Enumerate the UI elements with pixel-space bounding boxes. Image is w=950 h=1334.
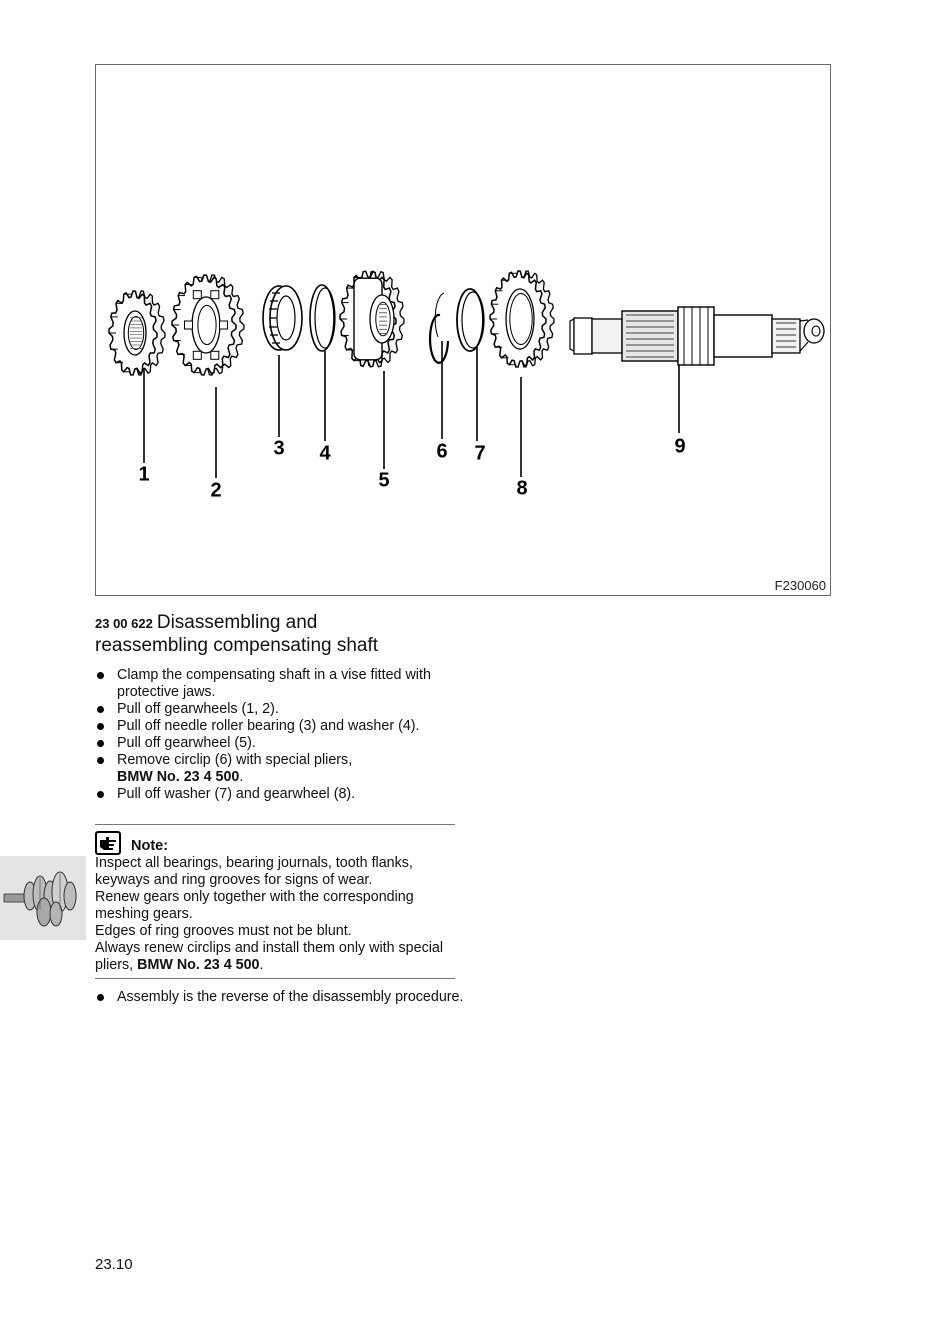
part-9-compensating-shaft	[570, 307, 824, 365]
part-5-gearwheel	[340, 271, 404, 367]
part-7-washer	[457, 289, 484, 351]
note-label: Note:	[131, 838, 169, 854]
callout-4: 4	[319, 442, 331, 465]
part-6-circlip	[430, 293, 448, 363]
note-line: Edges of ring grooves must not be blunt.	[95, 923, 352, 939]
gear-assembly-thumbnail-icon	[0, 856, 86, 940]
list-item: Assembly is the reverse of the disassembly procedure.	[95, 989, 465, 1006]
list-item: Pull off gearwheel (5).	[95, 735, 475, 752]
callout-7: 7	[474, 442, 486, 465]
section-heading	[95, 612, 495, 657]
part-8-gearwheel	[490, 271, 554, 367]
callout-8: 8	[516, 477, 528, 500]
note-line: Inspect all bearings, bearing journals, tooth flanks, keyways and ring grooves for signs of wear.	[95, 855, 413, 888]
callout-6: 6	[436, 440, 448, 463]
tool-number: BMW No. 23 4 500	[117, 769, 240, 785]
list-item: Pull off washer (7) and gearwheel (8).	[95, 786, 475, 803]
list-item: Clamp the compensating shaft in a vise fitted with protective jaws.	[95, 667, 475, 701]
exploded-view-drawing	[96, 65, 832, 597]
list-item: Pull off gearwheels (1, 2).	[95, 701, 475, 718]
exploded-view-figure	[95, 64, 831, 596]
callout-3: 3	[273, 437, 285, 460]
callout-9: 9	[674, 435, 686, 458]
section-code: 23 00 622	[95, 616, 153, 631]
part-2-gearwheel	[172, 275, 244, 375]
final-steps	[95, 989, 465, 1006]
callout-5: 5	[378, 469, 390, 492]
tool-number: BMW No. 23 4 500	[137, 957, 260, 973]
figure-code: F230060	[774, 578, 826, 593]
callout-1: 1	[138, 463, 150, 486]
chapter-thumbnail	[0, 856, 86, 940]
callout-2: 2	[210, 479, 222, 502]
procedure-steps	[95, 667, 475, 803]
note-box	[95, 824, 455, 979]
part-1-gearwheel	[109, 291, 165, 375]
note-line: Renew gears only together with the corresponding meshing gears.	[95, 889, 414, 922]
part-3-needle-roller-bearing	[263, 286, 302, 350]
page-number: 23.10	[95, 1256, 133, 1273]
list-item: Remove circlip (6) with special pliers, BMW No. 23 4 500.	[95, 752, 475, 786]
list-item: Pull off needle roller bearing (3) and washer (4).	[95, 718, 475, 735]
note-line: Always renew circlips and install them only with special pliers, BMW No. 23 4 500.	[95, 940, 444, 973]
note-hand-icon	[95, 831, 121, 855]
section-title-line2: reassembling compensating shaft	[95, 635, 379, 656]
part-4-washer	[310, 285, 335, 351]
section-title-line1: Disassembling and	[156, 612, 318, 633]
